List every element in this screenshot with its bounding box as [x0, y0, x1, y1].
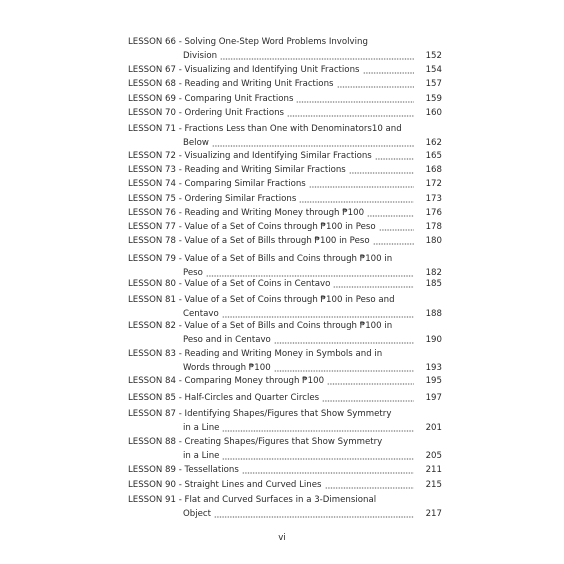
toc-page-number: 197 — [425, 393, 442, 403]
dot-leader — [333, 286, 414, 288]
toc-page-number: 215 — [425, 480, 442, 490]
dot-leader — [212, 145, 414, 147]
toc-page-number: 162 — [425, 138, 442, 148]
dot-leader — [349, 172, 414, 174]
toc-page-number: 178 — [425, 222, 442, 232]
dot-leader — [220, 58, 414, 60]
dot-leader — [379, 229, 414, 231]
dot-leader — [287, 115, 414, 117]
toc-page-number: 217 — [425, 509, 442, 519]
toc-page-number: 168 — [425, 165, 442, 175]
toc-page-number: 157 — [425, 79, 442, 89]
dot-leader — [296, 101, 414, 103]
toc-page-number: 172 — [425, 179, 442, 189]
dot-leader — [222, 430, 414, 432]
toc-page-number: 152 — [425, 51, 442, 61]
toc-page-number: 160 — [425, 108, 442, 118]
toc-page-number: 205 — [425, 451, 442, 461]
dot-leader — [214, 516, 414, 518]
dot-leader — [309, 186, 414, 188]
toc-page-number: 190 — [425, 335, 442, 345]
toc-page-number: 188 — [425, 309, 442, 319]
dot-leader — [299, 201, 414, 203]
toc-page-number: 182 — [425, 268, 442, 278]
dot-leader — [363, 72, 415, 74]
toc-page-number: 154 — [425, 65, 442, 75]
toc-page-number: 185 — [425, 279, 442, 289]
toc-page-number: 180 — [425, 236, 442, 246]
dot-leader — [375, 158, 414, 160]
dot-leader — [325, 487, 414, 489]
page-footer-number: vi — [278, 533, 286, 543]
table-of-contents: LESSON 66 - Solving One-Step Word Problems Involving Division 152 LESSON 67 - Visualizing and Identifying Unit Fractions 154 LESSON 68 - Reading and Writing Unit Fractions 157 LESSON 69 - Comparing Unit Fractions 159 LESSON 70 - Ordering Unit Fractions 160 LESSON 71 - Fractions Less than One with Denominators10 and Below 162 LESSON 72 - Visualizing and Identifying Similar Fractions 165 LESSON 73 - Reading and Writing Similar Fractions 168 LESSON 74 - Comparing Similar Fractions 172 LESSON 75 - Ordering Similar Fractions 173 LESSON 76 - Reading and Writing Money through ₱100 176 LESSON 77 - Value of a Set of Coins through ₱100 in Peso 178 LESSON 78 - Value of a Set of Bills through ₱100 in Peso 180 LESSON 79 - Value of a Set of Bills and Coins through ₱100 in Peso 182 LESSON 80 - Value of a Set of Coins in Centavo 185 LESSON 81 - Value of a Set of Coins through ₱100 in Peso and Centavo 188 LESSON 82 - Value of a Set of Bills and Coins through ₱100 in Peso and in Centavo 190 LESSON 83 - Reading and Writing Money in Symbols and in Words through ₱100 193 LESSON 84 - Comparing Money through ₱100 195 LESSON 85 - Half-Circles and Quarter Circles 197 LESSON 87 - Identifying Shapes/Figures that Show Symmetry in a Line 201 LESSON 88 - Creating Shapes/Figures that Show Symmetry in a Line 205 LESSON 89 - Tessellations 211 LESSON 90 - Straight Lines and Curved Lines 215 LESSON 91 - Flat and Curved Surfaces in a 3-Dimensional Object 217 — [128, 37, 442, 519]
toc-page-number: 176 — [425, 208, 442, 218]
toc-page-number: 211 — [425, 465, 442, 475]
toc-page-number: 195 — [425, 376, 442, 386]
dot-leader — [274, 370, 414, 372]
toc-page-number: 165 — [425, 151, 442, 161]
dot-leader — [274, 342, 414, 344]
dot-leader — [373, 243, 414, 245]
dot-leader — [222, 316, 414, 318]
dot-leader — [242, 472, 414, 474]
toc-page-number: 159 — [425, 94, 442, 104]
toc-page-number: 193 — [425, 363, 442, 373]
dot-leader — [222, 458, 414, 460]
dot-leader — [327, 383, 414, 385]
dot-leader — [367, 215, 414, 217]
toc-page-number: 201 — [425, 423, 442, 433]
dot-leader — [206, 275, 414, 277]
dot-leader — [322, 400, 414, 402]
toc-page-number: 173 — [425, 194, 442, 204]
dot-leader — [337, 86, 415, 88]
